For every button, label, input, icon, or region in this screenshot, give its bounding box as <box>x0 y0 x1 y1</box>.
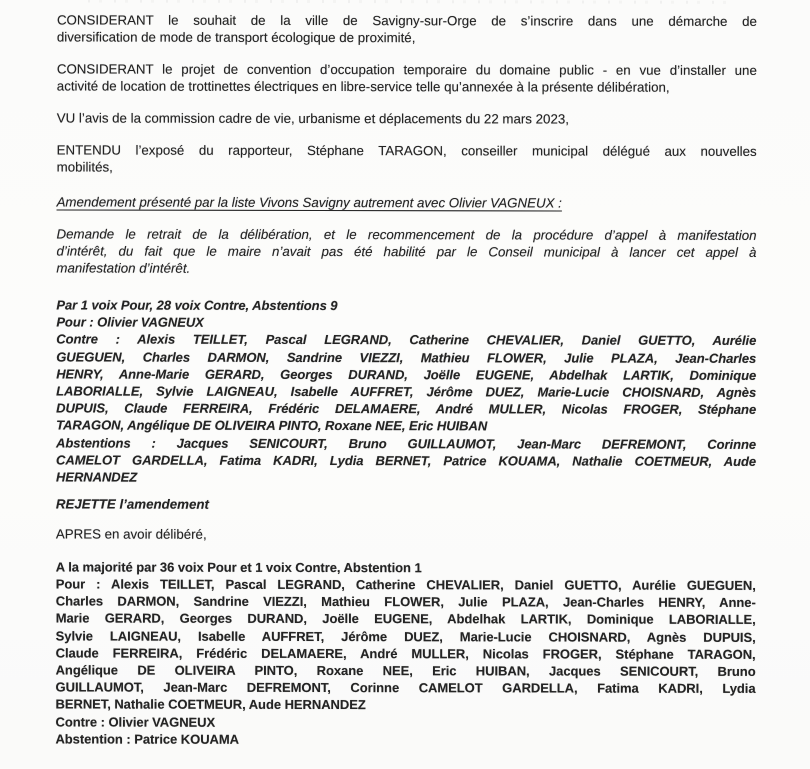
vote-abstentions-line: HERNANDEZ <box>55 469 138 485</box>
vote-result-line: A la majorité par 36 voix Pour et 1 voix Contre, Abstention 1 <box>55 559 422 575</box>
vote-abstentions-line: CAMELOT GARDELLA, Fatima KADRI, Lydia BERNET, Patrice KOUAMA, Nathalie COETMEUR, Aude <box>56 452 757 469</box>
vote-abstentions-line: Abstentions : Jacques SENICOURT, Bruno GUILLAUMOT, Jean-Marc DEFREMONT, Corinne <box>56 435 757 452</box>
amendment-vote-block <box>56 296 756 487</box>
vote-pour-line: Pour : Alexis TEILLET, Pascal LEGRAND, Catherine CHEVALIER, Daniel GUETTO, Aurélie GUEGUEN, <box>55 576 756 593</box>
text-line: CONSIDERANT le projet de convention d’occupation temporaire du domaine public - en vue d’installer une <box>56 61 757 78</box>
vote-contre-line: LABORIALLE, Sylvie LAIGNEAU, Isabelle AUFFRET, Jérôme DUEZ, Marie-Lucie CHOISNARD, Agnès <box>56 383 757 400</box>
vote-pour-line: Marie GERARD, Georges DURAND, Joëlle EUGENE, Abdelhak LARTIK, Dominique LABORIALLE, <box>55 610 756 628</box>
rejette-amendement-line <box>56 496 756 514</box>
vote-abstention-line: Abstention : Patrice KOUAMA <box>55 731 240 747</box>
paragraph-vu-commission <box>57 110 757 128</box>
text-line: activité de location de trottinettes électriques en libre-service telle qu’annexée à la présente délibération, <box>56 77 670 95</box>
vote-pour-line: Charles DARMON, Sandrine VIEZZI, Mathieu FLOWER, Julie PLAZA, Jean-Charles HENRY, Anne- <box>55 593 756 611</box>
text-line: d’intérêt, du fait que le maire n’avait pas été habilité par le Conseil municipal à lancer cet appel à <box>56 243 757 260</box>
vote-pour-line: Pour : Olivier VAGNEUX <box>56 314 204 330</box>
vote-result-line: Par 1 voix Pour, 28 voix Contre, Abstentions 9 <box>56 297 338 314</box>
amendment-heading <box>57 194 757 212</box>
text-line: VU l’avis de la commission cadre de vie, urbanisme et déplacements du 22 mars 2023, <box>56 110 569 127</box>
apres-deliberation-line <box>56 527 756 545</box>
vote-contre-line: Contre : Alexis TEILLET, Pascal LEGRAND, Catherine CHEVALIER, Daniel GUETTO, Aurélie <box>56 331 757 349</box>
vote-pour-line: BERNET, Nathalie COETMEUR, Aude HERNANDEZ <box>55 696 366 713</box>
vote-contre-line: Contre : Olivier VAGNEUX <box>55 714 216 730</box>
text-line: diversification de mode de transport écologique de proximité, <box>56 28 416 45</box>
vote-pour-line: Sylvie LAIGNEAU, Isabelle AUFFRET, Jérôme DUEZ, Marie-Lucie CHOISNARD, Agnès DUPUIS, <box>55 627 756 645</box>
text-line: manifestation d’intérêt. <box>56 260 191 276</box>
vote-pour-line: Claude FERREIRA, Frédéric DELAMAERE, André MULLER, Nicolas FROGER, Stéphane TARAGON, <box>55 645 756 662</box>
vote-contre-line: HENRY, Anne-Marie GERARD, Georges DURAND, Joëlle EUGENE, Abdelhak LARTIK, Dominique <box>56 366 757 383</box>
vote-contre-line: GUEGUEN, Charles DARMON, Sandrine VIEZZI, Mathieu FLOWER, Julie PLAZA, Jean-Charles <box>56 349 757 366</box>
text-line: ENTENDU l’exposé du rapporteur, Stéphane TARAGON, conseiller municipal délégué aux nouvelles <box>56 142 757 159</box>
vote-pour-line: Angélique DE OLIVEIRA PINTO, Roxane NEE, Eric HUIBAN, Jacques SENICOURT, Bruno <box>55 662 756 679</box>
vote-pour-line: GUILLAUMOT, Jean-Marc DEFREMONT, Corinne CAMELOT GARDELLA, Fatima KADRI, Lydia <box>55 679 756 697</box>
amendment-request-paragraph <box>56 225 756 277</box>
text-line: APRES en avoir délibéré, <box>55 526 207 542</box>
scan-artifact <box>88 0 728 4</box>
vote-contre-line: DUPUIS, Claude FERREIRA, Frédéric DELAMAERE, André MULLER, Nicolas FROGER, Stéphane <box>56 400 757 418</box>
deliberation-vote-block <box>55 558 755 749</box>
text-line: mobilités, <box>56 158 113 175</box>
vote-contre-line: TARAGON, Angélique DE OLIVEIRA PINTO, Roxane NEE, Eric HUIBAN <box>56 417 488 434</box>
text-line: CONSIDERANT le souhait de la ville de Savigny-sur-Orge de s’inscrire dans une démarche de <box>56 12 757 29</box>
paragraph-entendu-rapporteur <box>57 142 757 176</box>
text-line: Demande le retrait de la délibération, et le recommencement de la procédure d’appel à manifestation <box>56 226 757 243</box>
amendment-heading-text: Amendement présenté par la liste Vivons Savigny autrement avec Olivier VAGNEUX : <box>56 194 562 211</box>
paragraph-considerant-convention <box>57 61 757 95</box>
paragraph-considerant-demarche <box>57 12 757 46</box>
text-line: REJETTE l’amendement <box>55 496 209 512</box>
